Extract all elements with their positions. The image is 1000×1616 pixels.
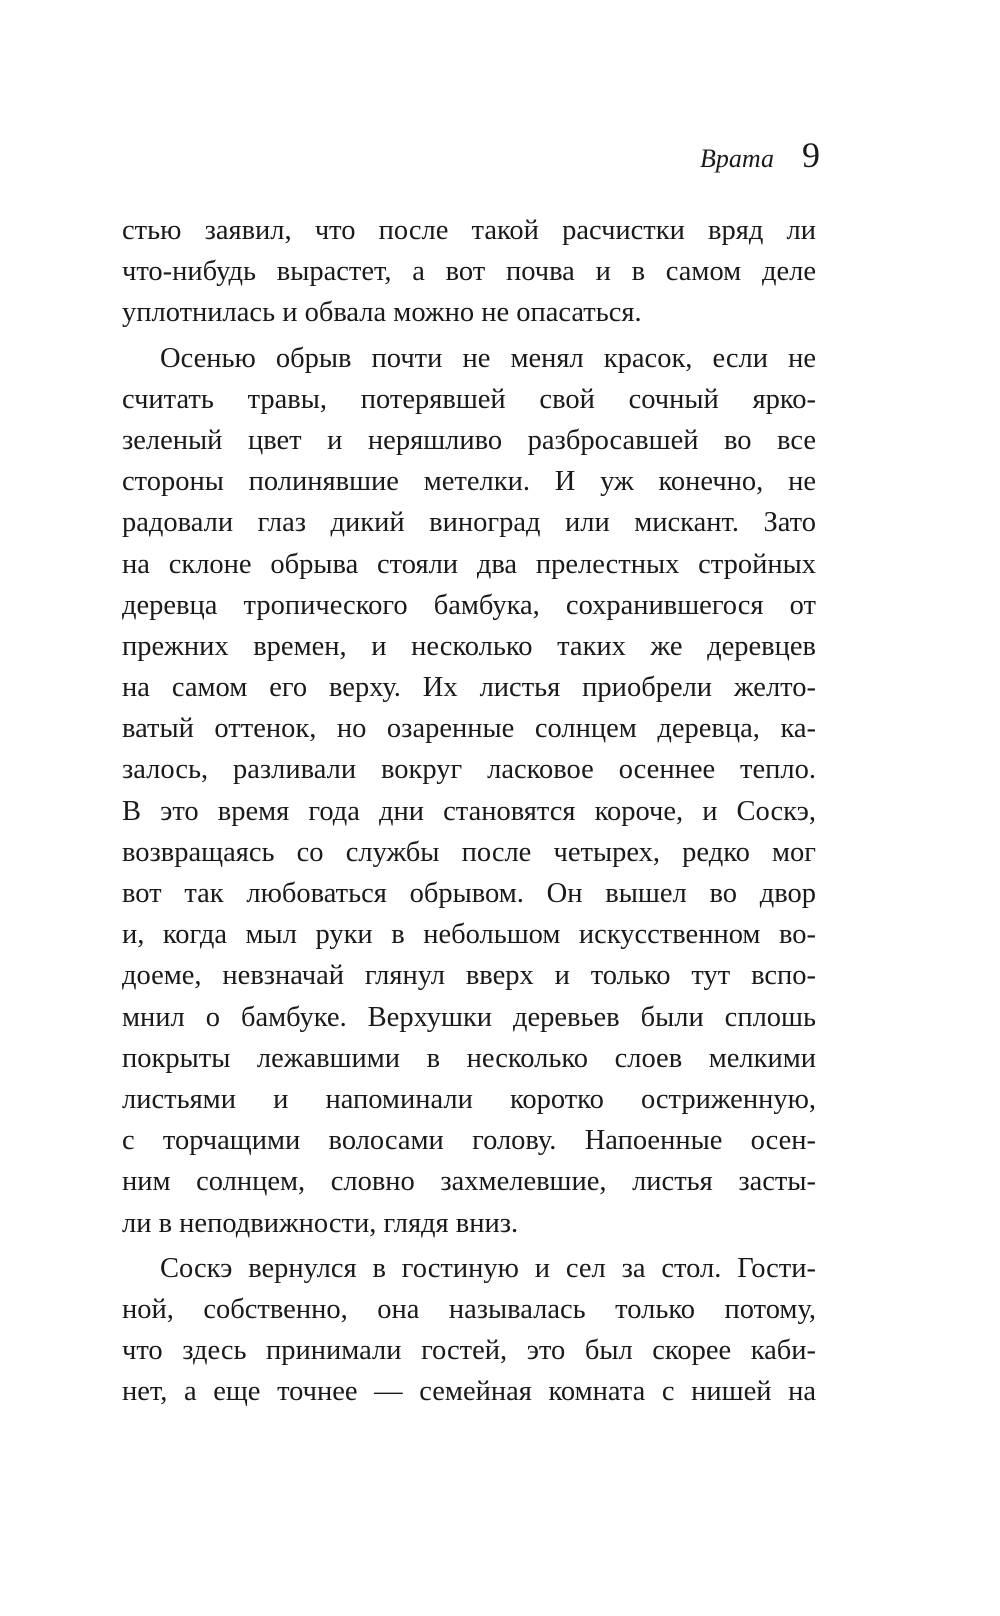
text-line: Осенью обрыв почти не менял красок, если не [160,342,816,374]
running-title: Врата [700,144,774,173]
text-line: зеленый цвет и неряшливо разбросавшей во все [122,424,816,456]
text-line: что-нибудь вырастет, а вот почва и в самом деле [122,256,816,288]
text-line: мнил о бамбуке. Верхушки деревьев были сплошь [122,1001,816,1033]
text-line: прежних времен, и несколько таких же деревцев [122,630,816,662]
text-line: доеме, невзначай глянул вверх и только тут вспо- [122,960,816,992]
text-line: залось, разливали вокруг ласковое осеннее тепло. [122,754,816,786]
text-line: В это время года дни становятся короче, и Соскэ, [122,795,816,827]
paragraph [122,210,816,334]
text-line: что здесь принимали гостей, это был скорее каби- [122,1335,816,1367]
paragraph [122,338,816,1244]
text-line: радовали глаз дикий виноград или мискант. Зато [122,507,816,539]
text-line: стью заявил, что после такой расчистки вряд ли [122,215,816,246]
text-line: ватый оттенок, но озаренные солнцем деревца, ка- [122,713,816,745]
text-line: на склоне обрыва стояли два прелестных стройных [122,548,816,580]
paragraph [122,1248,816,1413]
running-head [700,134,820,182]
text-line: листьями и напоминали коротко остриженную, [122,1083,816,1115]
text-line: возвращаясь со службы после четырех, редко мог [122,836,816,868]
text-line: вот так любоваться обрывом. Он вышел во двор [122,878,816,909]
text-line: ним солнцем, словно захмелевшие, листья засты- [122,1166,816,1198]
text-line: нет, а еще точнее — семейная комната с нишей на [122,1376,816,1408]
text-line: ной, собственно, она называлась только потому, [122,1293,816,1325]
text-line: на самом его верху. Их листья приобрели желто- [122,672,816,704]
page-number: 9 [802,135,820,175]
text-line: с торчащими волосами голову. Напоенные осен- [122,1125,816,1157]
text-line: ли в неподвижности, глядя вниз. [122,1207,519,1239]
text-line: покрыты лежавшими в несколько слоев мелкими [122,1042,816,1074]
body-text [122,210,816,1412]
text-line: и, когда мыл руки в небольшом искусственном во- [122,919,816,951]
text-line: считать травы, потерявшей свой сочный ярко- [122,383,816,415]
text-line: уплотнилась и обвала можно не опасаться. [122,297,642,329]
text-line: деревца тропического бамбука, сохранившегося от [122,589,816,621]
text-line: стороны полинявшие метелки. И уж конечно, не [122,466,816,498]
text-line: Соскэ вернулся в гостиную и сел за стол. Гости- [160,1252,816,1284]
